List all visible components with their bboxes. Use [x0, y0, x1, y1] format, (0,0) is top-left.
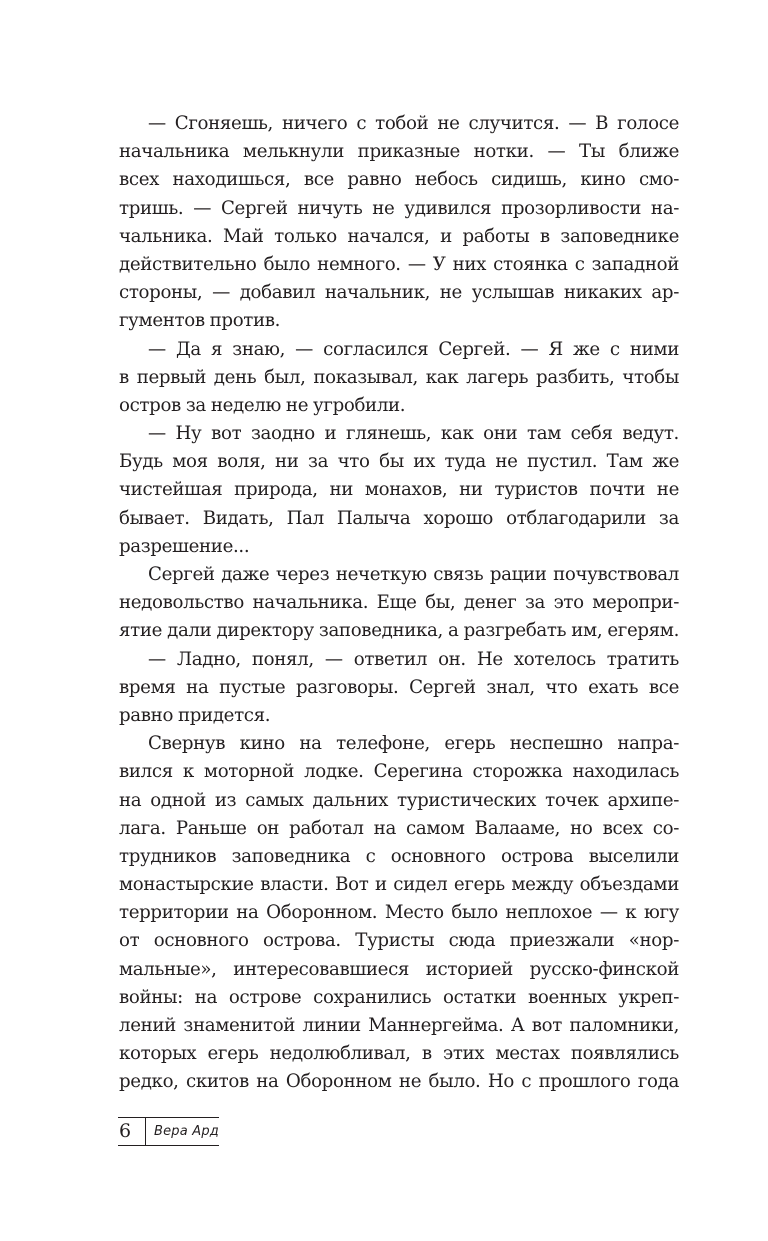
text-line: трудников заповедника с основного острова выселили	[119, 845, 679, 867]
text-line: бывает. Видать, Пал Палыча хорошо отблагодарили за	[119, 507, 679, 529]
text-line: вился к моторной лодке. Серегина сторожка находилась	[119, 761, 679, 783]
text-line: Будь моя воля, ни за что бы их туда не пустил. Там же	[119, 451, 679, 473]
text-line: тришь. — Сергей ничуть не удивился прозорливости на-	[119, 197, 679, 219]
paragraph	[119, 110, 679, 336]
text-line: на одной из самых дальних туристических точек архипе-	[119, 789, 679, 811]
paragraph	[119, 420, 679, 561]
text-line: мальные», интересовавшиеся историей русско-финской	[119, 958, 679, 980]
text-line: в первый день был, показывал, как лагерь разбить, чтобы	[119, 366, 679, 388]
text-line: лений знаменитой линии Маннергейма. А вот паломники,	[119, 1015, 679, 1036]
text-line: равно придется.	[119, 704, 271, 726]
text-line: действительно было немного. — У них стоянка с западной	[119, 253, 679, 275]
text-line: которых егерь недолюбливал, в этих местах появлялись	[119, 1043, 679, 1065]
text-line: чальника. Май только начался, и работы в заповеднике	[119, 225, 679, 247]
text-line: редко, скитов на Оборонном не было. Но с прошлого года	[119, 1071, 679, 1093]
text-line: гументов против.	[119, 310, 281, 332]
paragraph	[119, 730, 679, 1096]
text-line: всех находишься, все равно небось сидишь, кино смо-	[119, 169, 679, 191]
page-footer	[118, 1117, 219, 1146]
text-line: — Сгоняешь, ничего с тобой не случится. — В голосе	[148, 113, 679, 134]
running-head-author: Вера Ард	[153, 1124, 219, 1139]
text-line: территории на Оборонном. Место было неплохое — к югу	[119, 902, 679, 924]
text-line: лага. Раньше он работал на самом Валааме, но всех со-	[119, 817, 679, 839]
text-line: войны: на острове сохранились остатки военных укреп-	[119, 986, 679, 1008]
text-line: разрешение...	[119, 535, 250, 557]
text-line: чистейшая природа, ни монахов, ни туристов почти не	[119, 479, 679, 501]
text-line: время на пустые разговоры. Сергей знал, что ехать все	[119, 676, 679, 698]
text-line: остров за неделю не угробили.	[119, 394, 406, 416]
paragraph	[119, 336, 679, 421]
text-line: от основного острова. Туристы сюда приезжали «нор-	[119, 930, 679, 952]
text-line: Свернув кино на телефоне, егерь неспешно напра-	[148, 733, 679, 755]
text-line: монастырские власти. Вот и сидел егерь между объездами	[119, 874, 679, 896]
text-line: — Ладно, понял, — ответил он. Не хотелось тратить	[148, 648, 679, 670]
text-line: Сергей даже через нечеткую связь рации почувствовал	[148, 564, 679, 585]
text-line: ятие дали директору заповедника, а разгребать им, егерям.	[119, 620, 679, 642]
text-line: — Ну вот заодно и глянешь, как они там себя ведут.	[148, 423, 679, 445]
text-line: — Да я знаю, — согласился Сергей. — Я же с ними	[148, 338, 679, 360]
text-line: недовольство начальника. Еще бы, денег за это меропри-	[119, 592, 679, 614]
paragraph	[119, 561, 679, 646]
page-number: 6	[118, 1118, 146, 1145]
text-line: начальника мелькнули приказные нотки. — Ты ближе	[119, 141, 679, 163]
body-text	[119, 110, 679, 1097]
paragraph	[119, 646, 679, 731]
text-line: стороны, — добавил начальник, не услышав никаких ар-	[119, 282, 679, 304]
